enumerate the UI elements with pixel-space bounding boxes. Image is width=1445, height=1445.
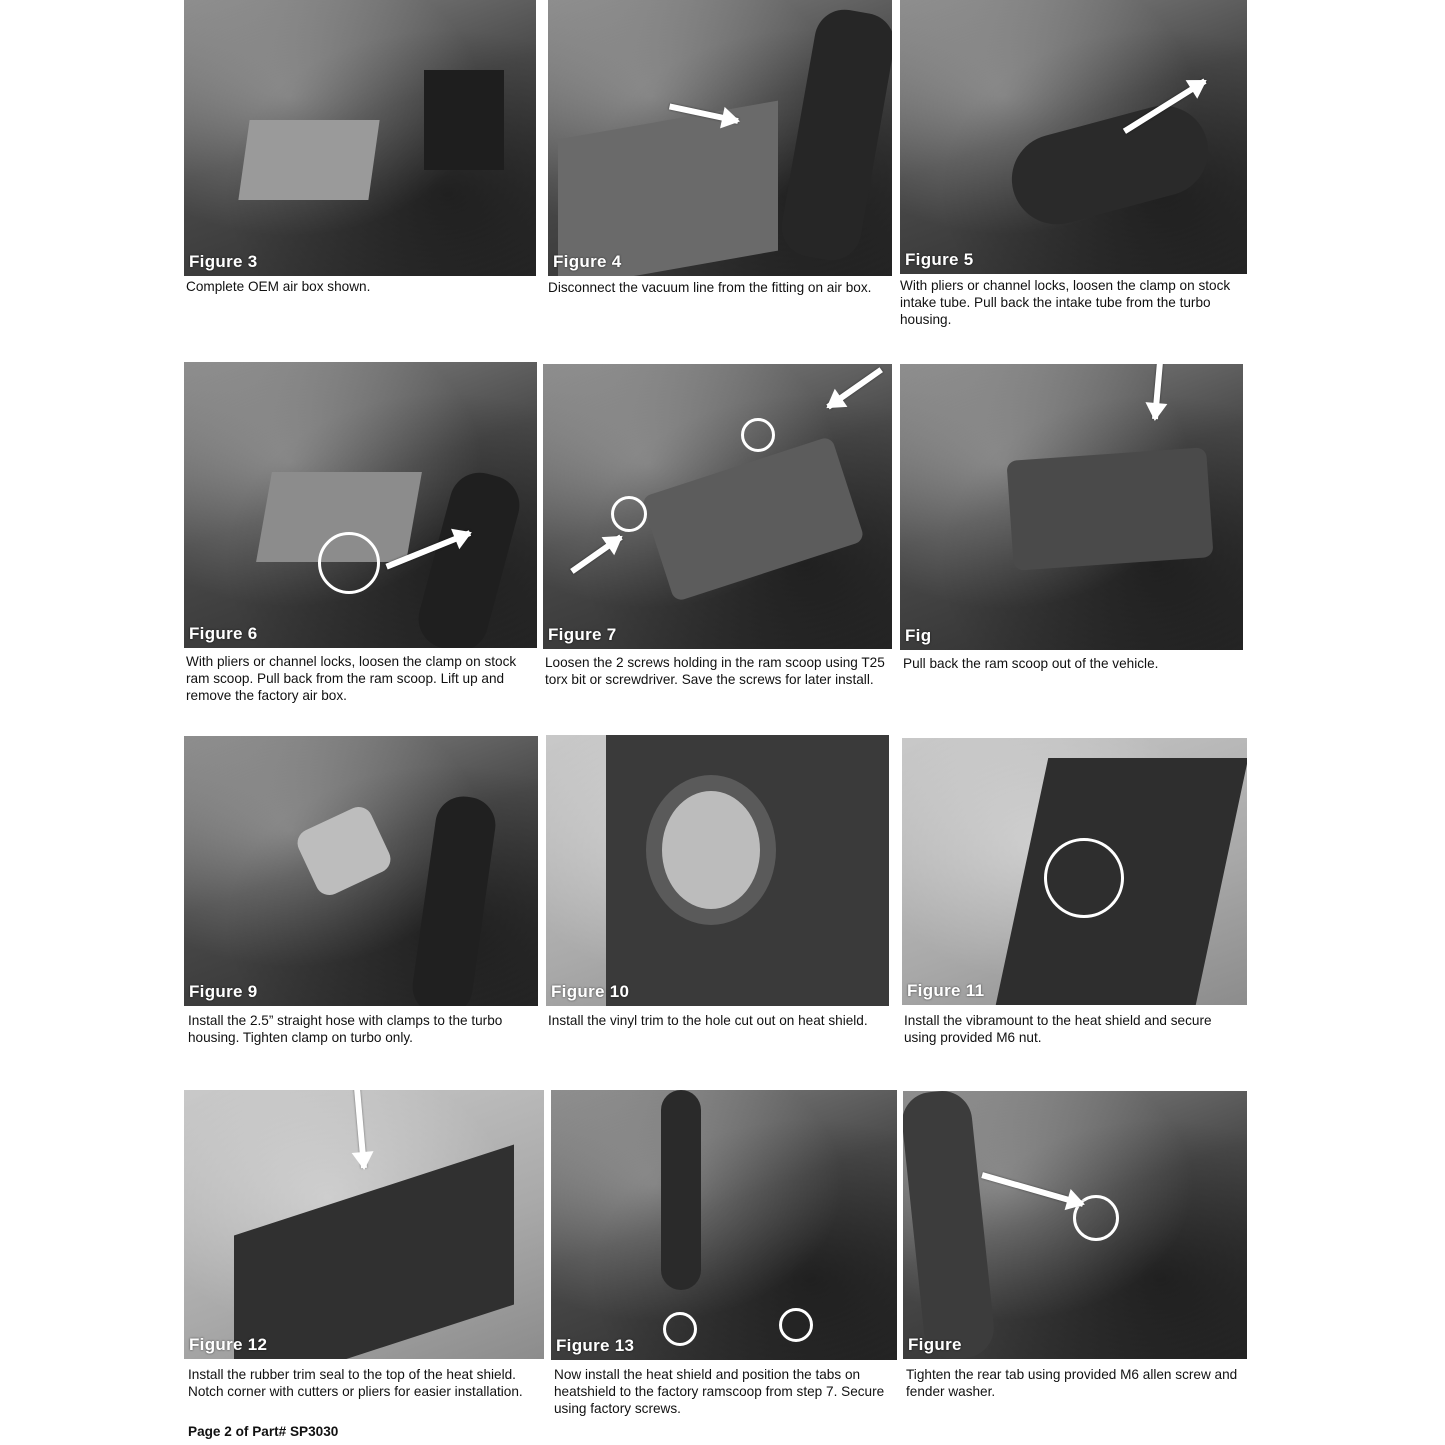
intake-tube-shape [1002,96,1218,235]
figure-caption: Disconnect the vacuum line from the fitting on air box. [548,280,872,295]
ram-scoop-shape [641,436,865,602]
figure-8-photo [900,364,1243,650]
figure-4-photo [548,0,892,276]
figure-caption: Now install the heat shield and position the tabs on heatshield to the factory ramscoop from step 7. Secure using factory screws. [554,1367,885,1416]
figure-caption: Complete OEM air box shown. [186,279,371,294]
highlight-circle [663,1312,697,1346]
figure-5-photo [900,0,1247,274]
figure-label: Figure 7 [548,625,617,644]
figure-10-photo [546,735,889,1006]
figure-label: Figure 10 [551,982,630,1001]
figure-13-photo [551,1090,897,1360]
page-footer: Page 2 of Part# SP3030 [188,1424,339,1439]
arrow-indicator [354,1090,367,1168]
heat-shield-shape [234,1145,514,1359]
arrow-indicator [826,367,883,409]
ram-scoop-shape [1006,447,1213,571]
figure-caption: Install the 2.5” straight hose with clamps to the turbo housing. Tighten clamp on turbo only. [188,1013,503,1045]
intake-hose-shape [777,5,892,265]
figure-label: Figure 4 [553,252,622,271]
figure-caption: Pull back the ram scoop out of the vehicle. [903,656,1159,671]
figure-caption: With pliers or channel locks, loosen the clamp on stock ram scoop. Pull back from the ram scoop. Lift up and remove the factory air box. [186,654,517,703]
figure-9-photo [184,736,538,1006]
figure-label: Figure 6 [189,624,258,643]
highlight-circle [1044,838,1124,918]
figure-label: Figure 3 [189,252,258,271]
intake-pipe-shape [903,1091,997,1359]
figure-3-photo [184,0,536,276]
intake-pipe-shape [409,793,499,1006]
vinyl-trim-ring [646,775,776,925]
figure-11-photo [902,738,1247,1005]
figure-caption: With pliers or channel locks, loosen the clamp on stock intake tube. Pull back the intake tube from the turbo housing. [900,278,1231,327]
figure-7-photo [543,364,892,649]
figure-caption: Tighten the rear tab using provided M6 allen screw and fender washer. [906,1367,1238,1399]
arrow-indicator [570,535,623,574]
intake-pipe-shape [661,1090,701,1290]
figure-6-photo [184,362,537,648]
figure-label: Figure 5 [905,250,974,269]
hose-coupler-shape [293,802,395,899]
figure-label: Figure 12 [189,1335,268,1354]
figure-caption: Loosen the 2 screws holding in the ram scoop using T25 torx bit or screwdriver. Save the screws for later install. [545,655,885,687]
intake-pipe-shape [412,466,526,648]
figure-caption: Install the rubber trim seal to the top of the heat shield. Notch corner with cutters or pliers for easier installation. [188,1367,523,1399]
air-box-shape [238,120,379,200]
highlight-circle [779,1308,813,1342]
battery-shape [424,70,504,170]
arrow-indicator [1152,364,1163,419]
air-box-cover-shape [558,101,778,276]
figure-12-photo [184,1090,544,1359]
figure-label: Figure 9 [189,982,258,1001]
figure-label: Figure 13 [556,1336,635,1355]
figure-label: Figure 11 [907,981,985,1000]
figure-label: Fig [905,626,932,645]
highlight-circle [741,418,775,452]
arrow-indicator [981,1172,1084,1207]
highlight-circle [318,532,380,594]
figure-caption: Install the vinyl trim to the hole cut out on heat shield. [548,1013,868,1028]
figure-caption: Install the vibramount to the heat shield and secure using provided M6 nut. [904,1013,1212,1045]
figure-14-photo [903,1091,1247,1359]
figure-label: Figure [908,1335,962,1354]
